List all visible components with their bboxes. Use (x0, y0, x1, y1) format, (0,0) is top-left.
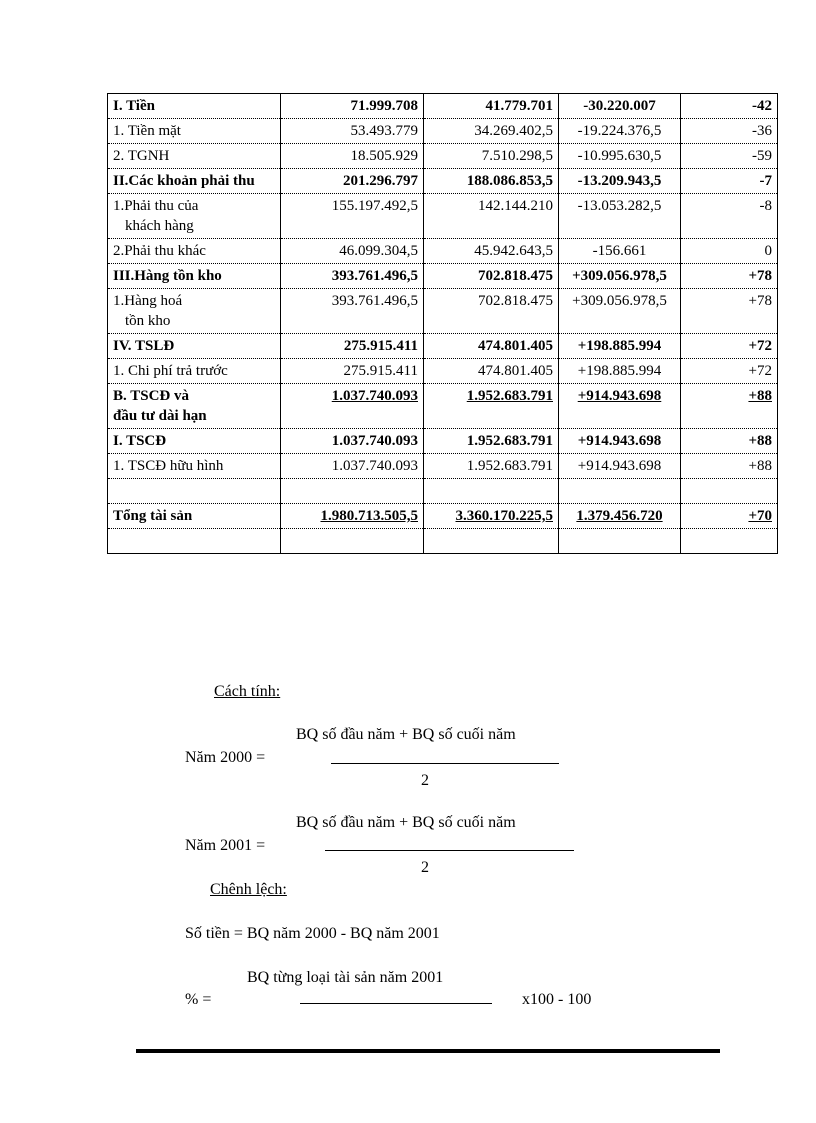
value-2001 (424, 454, 559, 479)
row-label-line2: đầu tư dài hạn (113, 408, 207, 424)
table-row (108, 119, 778, 144)
value-2001 (424, 144, 559, 169)
difference-percent-text: -42 (752, 98, 772, 114)
value-2000-text: 393.761.496,5 (331, 293, 418, 309)
difference-percent-text: +72 (748, 338, 772, 354)
difference-percent-text: -8 (759, 198, 772, 214)
row-label-line1: III.Hàng tồn kho (113, 268, 222, 284)
difference-percent (681, 429, 778, 454)
value-2001-text: 7.510.298,5 (481, 148, 553, 164)
difference-amount-text: +309.056.978,5 (572, 293, 667, 309)
row-label (108, 359, 281, 384)
difference-amount (559, 384, 681, 429)
difference-amount-text: -13.209.943,5 (577, 173, 662, 189)
difference-percent-text: +88 (748, 388, 772, 404)
row-label-line1: IV. TSLĐ (113, 338, 175, 354)
page-divider (136, 1049, 720, 1053)
value-2001 (424, 334, 559, 359)
table-row (108, 359, 778, 384)
difference-percent-text: +72 (748, 363, 772, 379)
row-label (108, 144, 281, 169)
value-2001-text: 1.952.683.791 (466, 458, 553, 474)
value-2001-text: 1.952.683.791 (466, 388, 553, 404)
value-2000 (281, 529, 424, 554)
row-label (108, 94, 281, 119)
difference-amount (559, 454, 681, 479)
value-2000-text: 46.099.304,5 (339, 243, 418, 259)
value-2000-text: 393.761.496,5 (331, 268, 418, 284)
difference-amount-text: +198.885.994 (577, 363, 662, 379)
row-label (108, 264, 281, 289)
difference-percent-text: +78 (748, 293, 772, 309)
difference-amount (559, 94, 681, 119)
value-2000-text: 1.037.740.093 (331, 433, 418, 449)
row-label-line2: tồn kho (125, 313, 171, 329)
row-label-line1: 1.Phải thu của (113, 198, 199, 214)
table-row (108, 454, 778, 479)
difference-amount (559, 169, 681, 194)
difference-amount (559, 119, 681, 144)
value-2001-text: 41.779.701 (485, 98, 553, 114)
row-label-line1: II.Các khoản phải thu (113, 173, 255, 189)
table-row (108, 429, 778, 454)
difference-percent-text: +88 (748, 458, 772, 474)
value-2001 (424, 119, 559, 144)
difference-amount-text: -13.053.282,5 (577, 198, 662, 214)
value-2001 (424, 529, 559, 554)
row-label-line1: B. TSCĐ và (113, 388, 189, 404)
difference-percent (681, 194, 778, 239)
value-2000 (281, 454, 424, 479)
row-label (108, 194, 281, 239)
formula1-label: Năm 2000 = (185, 749, 266, 766)
formula1-fraction-line (331, 763, 559, 764)
value-2000 (281, 119, 424, 144)
pct-numerator: BQ từng loại tài sản năm 2001 (247, 969, 444, 986)
value-2000 (281, 504, 424, 529)
difference-percent (681, 479, 778, 504)
table-row (108, 529, 778, 554)
difference-percent-text: +88 (748, 433, 772, 449)
value-2000 (281, 384, 424, 429)
table-body (108, 94, 778, 554)
pct-label: % = (185, 991, 212, 1008)
difference-percent (681, 94, 778, 119)
value-2000 (281, 334, 424, 359)
value-2000-text: 1.980.713.505,5 (320, 508, 418, 524)
difference-percent (681, 264, 778, 289)
row-label (108, 119, 281, 144)
value-2001-text: 702.818.475 (478, 293, 553, 309)
formula2-numerator: BQ số đầu năm + BQ số cuối năm (296, 814, 516, 831)
value-2000 (281, 264, 424, 289)
value-2001-text: 45.942.643,5 (474, 243, 553, 259)
difference-amount (559, 239, 681, 264)
row-label (108, 504, 281, 529)
value-2001-text: 142.144.210 (478, 198, 553, 214)
value-2000-text: 18.505.929 (350, 148, 418, 164)
value-2001-text: 188.086.853,5 (466, 173, 553, 189)
value-2000 (281, 239, 424, 264)
difference-percent (681, 359, 778, 384)
table-row (108, 194, 778, 239)
value-2001 (424, 169, 559, 194)
value-2000-text: 275.915.411 (343, 363, 418, 379)
value-2001-text: 702.818.475 (478, 268, 553, 284)
difference-amount-text: -156.661 (592, 243, 647, 259)
table-row (108, 94, 778, 119)
formula2-fraction-line (325, 850, 574, 851)
value-2000 (281, 289, 424, 334)
value-2001-text: 3.360.170.225,5 (455, 508, 553, 524)
value-2001-text: 34.269.402,5 (474, 123, 553, 139)
difference-percent (681, 334, 778, 359)
row-label-line1: 1. TSCĐ hữu hình (113, 458, 224, 474)
row-label-line1: I. Tiền (113, 98, 155, 114)
difference-amount-text: +914.943.698 (577, 458, 662, 474)
difference-percent (681, 454, 778, 479)
value-2000-text: 275.915.411 (343, 338, 418, 354)
value-2000 (281, 359, 424, 384)
row-label-line2: khách hàng (125, 218, 194, 234)
pct-suffix: x100 - 100 (522, 991, 592, 1008)
table-row (108, 239, 778, 264)
value-2001 (424, 289, 559, 334)
difference-amount-text: -30.220.007 (583, 98, 656, 114)
row-label-line1: 1.Hàng hoá (113, 293, 183, 309)
row-label (108, 384, 281, 429)
difference-percent (681, 169, 778, 194)
difference-amount (559, 194, 681, 239)
difference-amount (559, 504, 681, 529)
value-2001-text: 474.801.405 (478, 363, 553, 379)
difference-amount-text: +198.885.994 (577, 338, 662, 354)
value-2000-text: 155.197.492,5 (331, 198, 418, 214)
row-label (108, 429, 281, 454)
difference-percent (681, 239, 778, 264)
value-2000 (281, 194, 424, 239)
difference-percent-text: -7 (759, 173, 772, 189)
difference-percent (681, 144, 778, 169)
value-2000-text: 1.037.740.093 (331, 388, 418, 404)
value-2001 (424, 264, 559, 289)
difference-amount (559, 479, 681, 504)
difference-amount (559, 359, 681, 384)
value-2001-text: 474.801.405 (478, 338, 553, 354)
value-2000 (281, 429, 424, 454)
difference-heading: Chênh lệch: (210, 881, 287, 898)
difference-amount-text: +914.943.698 (577, 433, 662, 449)
table-row (108, 169, 778, 194)
value-2000-text: 1.037.740.093 (331, 458, 418, 474)
formula1-denominator: 2 (421, 772, 429, 789)
value-2000-text: 201.296.797 (343, 173, 418, 189)
difference-amount (559, 529, 681, 554)
value-2000 (281, 479, 424, 504)
row-label (108, 289, 281, 334)
table-row (108, 479, 778, 504)
table-row (108, 504, 778, 529)
difference-percent (681, 119, 778, 144)
difference-amount-text: -10.995.630,5 (577, 148, 662, 164)
difference-percent (681, 289, 778, 334)
pct-fraction-line (300, 1003, 492, 1004)
method-heading: Cách tính: (214, 683, 281, 700)
asset-comparison-table (107, 93, 778, 554)
difference-amount-text: 1.379.456.720 (576, 508, 663, 524)
difference-percent (681, 529, 778, 554)
difference-percent (681, 384, 778, 429)
difference-percent-text: 0 (764, 243, 772, 259)
row-label-line1: Tổng tài sản (113, 508, 193, 524)
value-2000 (281, 144, 424, 169)
difference-percent-text: -59 (752, 148, 772, 164)
table-row (108, 144, 778, 169)
table-row (108, 334, 778, 359)
row-label-line1: 2.Phải thu khác (113, 243, 206, 259)
row-label (108, 529, 281, 554)
difference-amount (559, 264, 681, 289)
row-label-line1: 2. TGNH (113, 148, 170, 164)
difference-amount (559, 429, 681, 454)
value-2000 (281, 94, 424, 119)
difference-percent-text: +78 (748, 268, 772, 284)
value-2001 (424, 94, 559, 119)
row-label (108, 479, 281, 504)
row-label (108, 239, 281, 264)
difference-amount-text: +309.056.978,5 (572, 268, 667, 284)
difference-amount (559, 289, 681, 334)
row-label (108, 169, 281, 194)
difference-amount (559, 334, 681, 359)
value-2001 (424, 504, 559, 529)
value-2001 (424, 194, 559, 239)
amount-formula: Số tiền = BQ năm 2000 - BQ năm 2001 (185, 925, 440, 942)
formula2-denominator: 2 (421, 859, 429, 876)
formula2-label: Năm 2001 = (185, 837, 266, 854)
difference-percent-text: -36 (752, 123, 772, 139)
difference-amount-text: +914.943.698 (577, 388, 662, 404)
difference-percent (681, 504, 778, 529)
difference-percent-text: +70 (748, 508, 772, 524)
row-label-line1: 1. Chi phí trả trước (113, 363, 228, 379)
row-label (108, 454, 281, 479)
value-2000 (281, 169, 424, 194)
table-row (108, 384, 778, 429)
formula1-numerator: BQ số đầu năm + BQ số cuối năm (296, 726, 516, 743)
value-2001 (424, 479, 559, 504)
row-label (108, 334, 281, 359)
value-2000-text: 71.999.708 (350, 98, 418, 114)
value-2001 (424, 239, 559, 264)
row-label-line1: I. TSCĐ (113, 433, 167, 449)
value-2000-text: 53.493.779 (350, 123, 418, 139)
table-row (108, 264, 778, 289)
value-2001 (424, 384, 559, 429)
table-row (108, 289, 778, 334)
value-2001 (424, 359, 559, 384)
difference-amount-text: -19.224.376,5 (577, 123, 662, 139)
value-2001-text: 1.952.683.791 (466, 433, 553, 449)
difference-amount (559, 144, 681, 169)
value-2001 (424, 429, 559, 454)
row-label-line1: 1. Tiền mặt (113, 123, 181, 139)
